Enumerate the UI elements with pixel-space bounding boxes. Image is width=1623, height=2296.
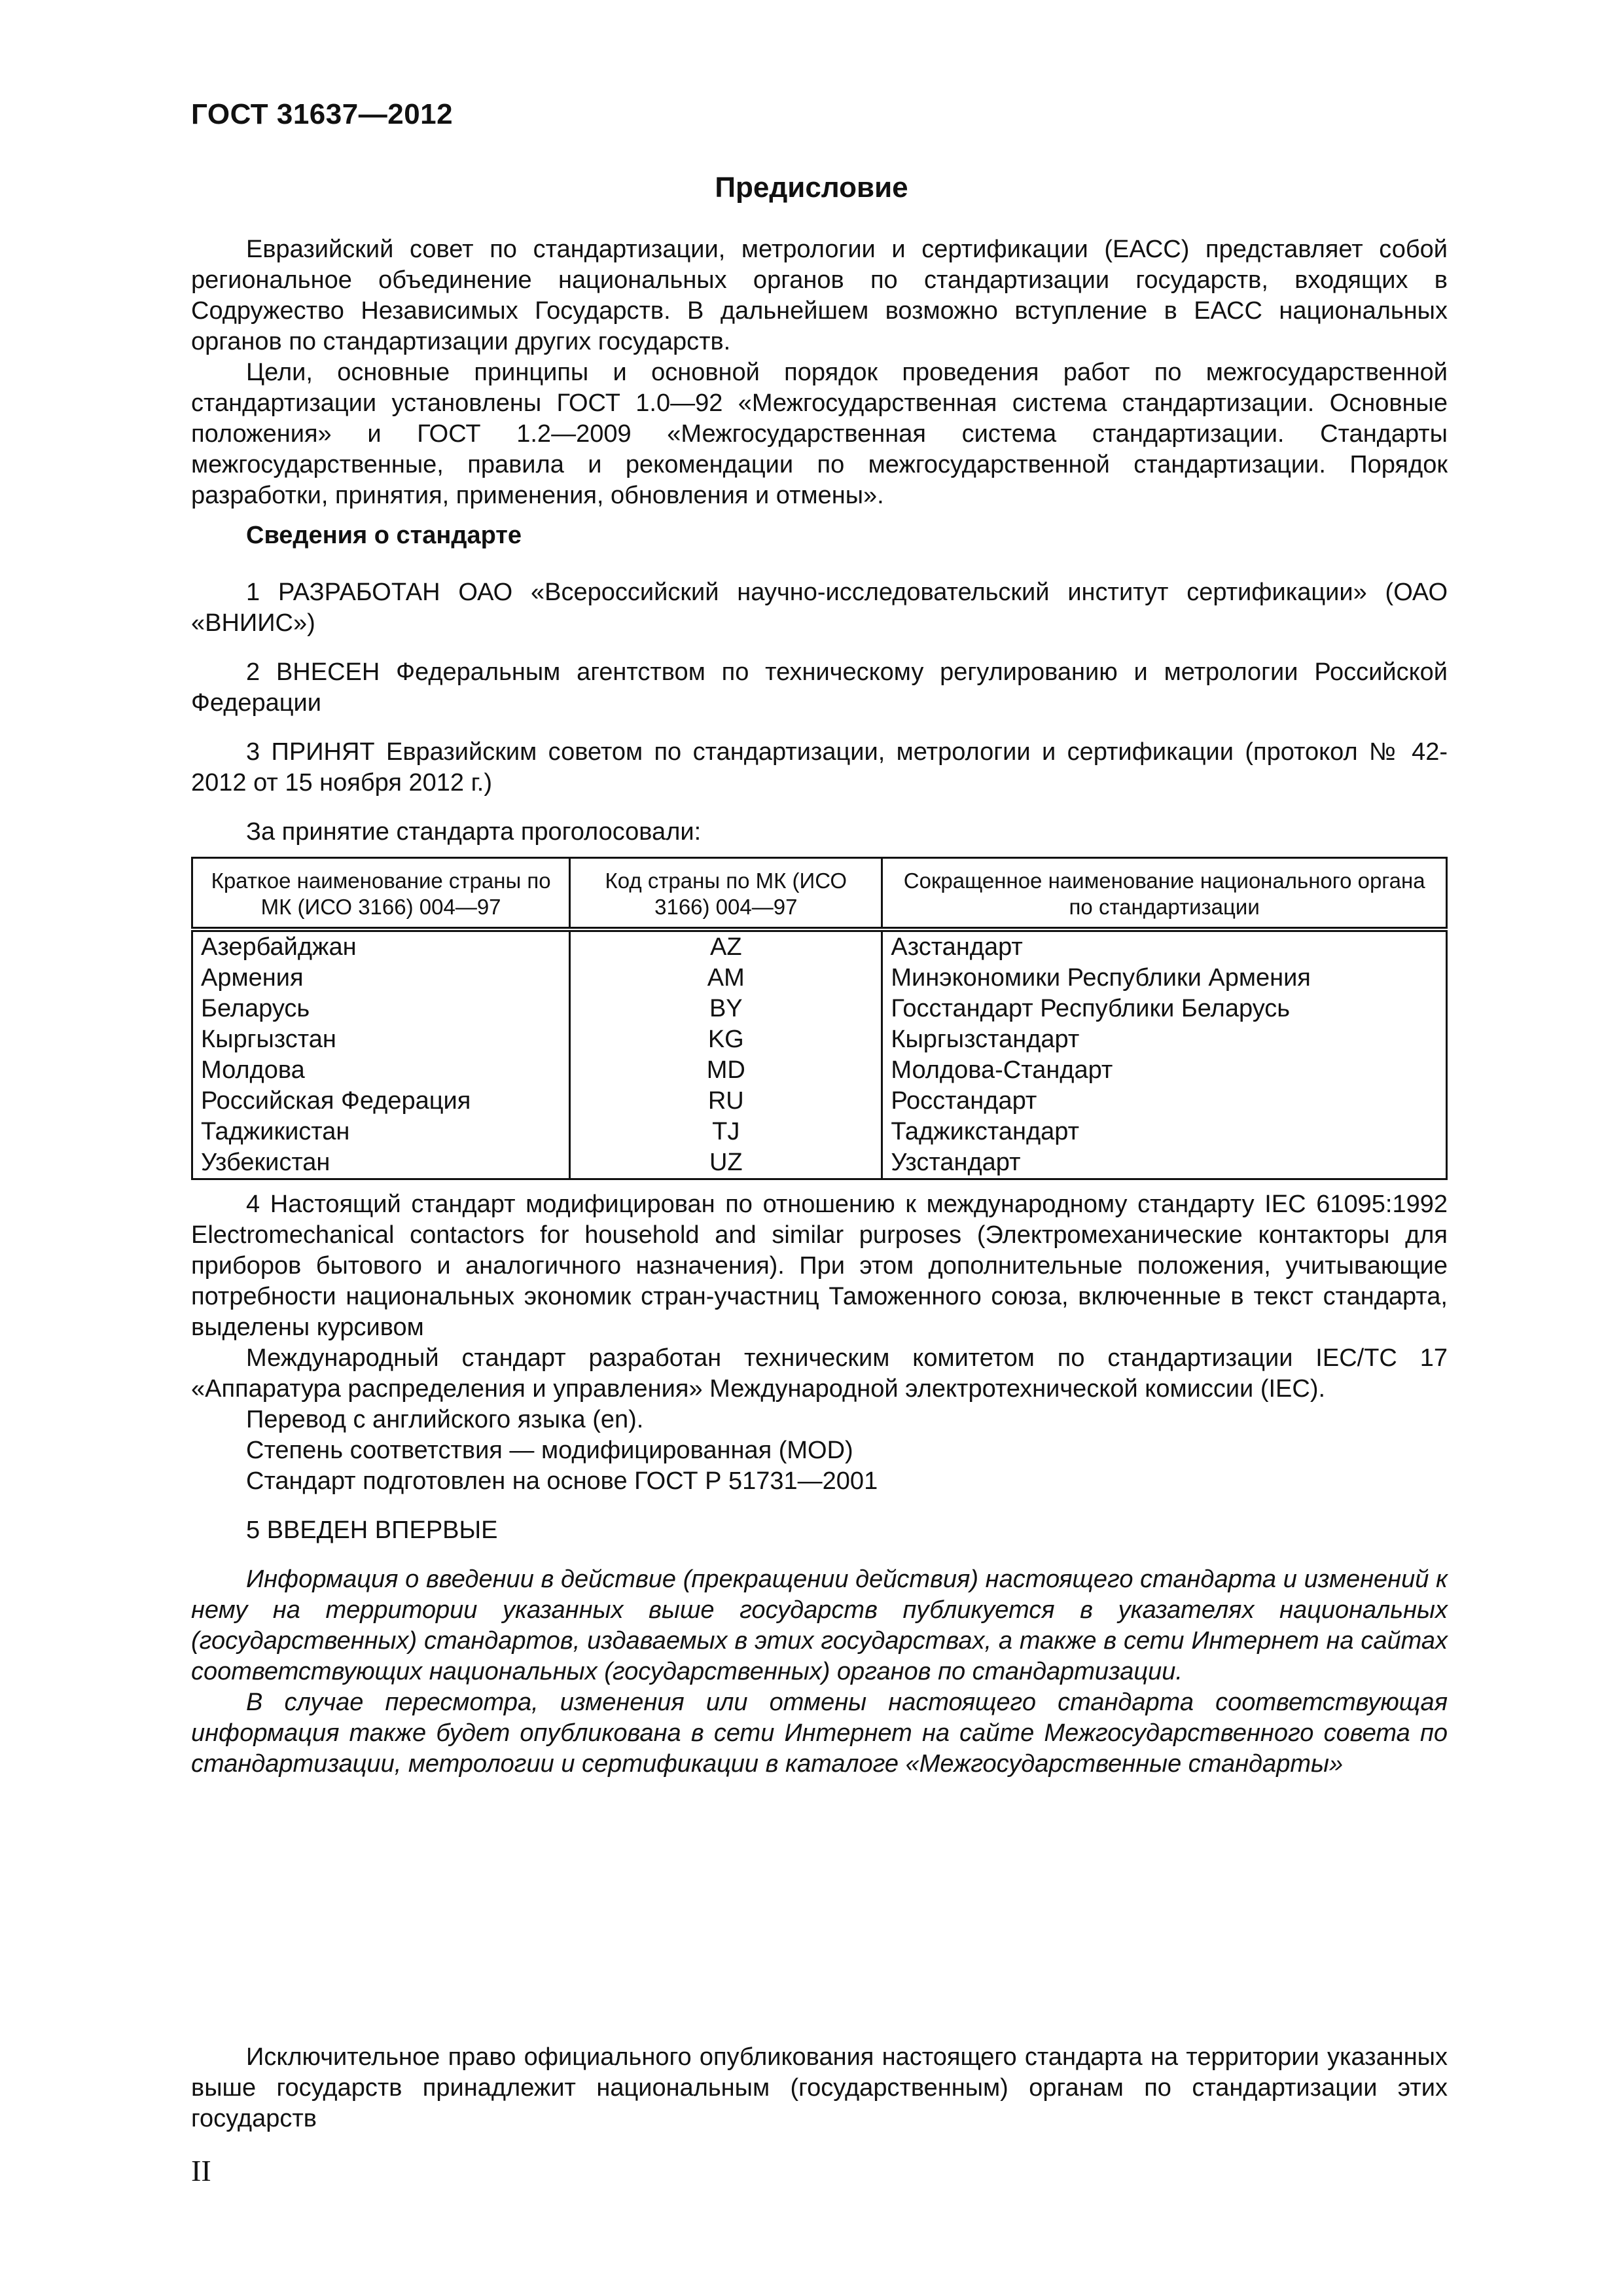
table-row — [192, 929, 1447, 963]
table-row — [192, 1117, 1447, 1147]
italic-note-2: В случае пересмотра, изменения или отмены настоящего стандарта соответствующая информация также будет опубликована в сети Интернет на сайте Межгосударственного совета по стандартизации, метрологии и сертификации в каталоге «Межгосударственные стандарты» — [191, 1689, 1448, 1778]
country-name: Армения — [192, 963, 570, 994]
voted-label: За принятие стандарта проголосовали: — [246, 818, 702, 846]
country-code: KG — [570, 1024, 882, 1055]
country-code: MD — [570, 1055, 882, 1086]
country-code: BY — [570, 994, 882, 1024]
item-translation: Перевод с английского языка (en). — [246, 1406, 644, 1433]
item-based-on: Стандарт подготовлен на основе ГОСТ Р 51731—2001 — [246, 1467, 878, 1495]
table-header-row — [192, 858, 1447, 930]
table-row — [192, 1147, 1447, 1179]
copyright-note — [191, 2042, 1448, 2134]
table-row — [192, 963, 1447, 994]
country-name: Узбекистан — [192, 1147, 570, 1179]
standards-body: Таджикстандарт — [882, 1117, 1447, 1147]
country-name: Молдова — [192, 1055, 570, 1086]
item-first-introduced: 5 ВВЕДЕН ВПЕРВЫЕ — [246, 1516, 498, 1544]
page-number: II — [191, 2154, 211, 2187]
column-header-country-code: Код страны по МК (ИСО 3166) 004—97 — [570, 858, 882, 930]
intro-paragraph-2: Цели, основные принципы и основной порядок проведения работ по межгосударственной стандартизации установлены ГОСТ 1.0—92 «Межгосударственная система стандартизации. Основные положения» и ГОСТ 1.2—2009 «Межгосударственная система стандартизации. Стандарты межгосударственные, правила и рекомендации по межгосударственной стандартизации. Порядок разработки, принятия, применения, обновления и отмены». — [191, 359, 1448, 509]
country-name: Российская Федерация — [192, 1086, 570, 1117]
country-code: AZ — [570, 929, 882, 963]
standards-body: Азстандарт — [882, 929, 1447, 963]
page-title: Предисловие — [715, 171, 908, 204]
country-code: RU — [570, 1086, 882, 1117]
country-code: TJ — [570, 1117, 882, 1147]
column-header-country-name: Краткое наименование страны по МК (ИСО 3166) 004—97 — [192, 858, 570, 930]
country-name: Кыргызстан — [192, 1024, 570, 1055]
table-row — [192, 1024, 1447, 1055]
country-name: Азербайджан — [192, 929, 570, 963]
standards-body: Росстандарт — [882, 1086, 1447, 1117]
column-header-standards-body: Сокращенное наименование национального органа по стандартизации — [882, 858, 1447, 930]
table-row — [192, 1086, 1447, 1117]
document-code: ГОСТ 31637—2012 — [191, 98, 454, 130]
info-heading: Сведения о стандарте — [246, 522, 522, 549]
item-modification: 4 Настоящий стандарт модифицирован по отношению к международному стандарту IEC 61095:1992 Electromechanical contactors for household and similar purposes (Электромеханические контакторы для приборов бытового и аналогичного назначения). При этом дополнительные положения, учитывающие потребности национальных экономик стран-участниц Таможенного союза, включенные в текст стандарта, выделены курсивом — [191, 1191, 1448, 1341]
copyright-note-text: Исключительное право официального опубликования настоящего стандарта на территории указанных выше государств принадлежит национальным (государственным) органам по стандартизации этих государств — [191, 2043, 1448, 2132]
table-row — [192, 994, 1447, 1024]
italic-note-1: Информация о введении в действие (прекращении действия) настоящего стандарта и изменений к нему на территории указанных выше государств публикуется в указателях национальных (государственных) стандартов, издаваемых в этих государствах, а также в сети Интернет на сайтах соответствующих национальных (государственных) органов по стандартизации. — [191, 1566, 1448, 1685]
country-code: UZ — [570, 1147, 882, 1179]
standards-body: Узстандарт — [882, 1147, 1447, 1179]
intro-paragraph-1: Евразийский совет по стандартизации, метрологии и сертификации (ЕАСС) представляет собой региональное объединение национальных органов по стандартизации государств, входящих в Содружество Независимых Государств. В дальнейшем возможно вступление в ЕАСС национальных органов по стандартизации других государств. — [191, 236, 1448, 355]
item-adopted: 3 ПРИНЯТ Евразийским советом по стандартизации, метрологии и сертификации (протокол № 42-2012 от 15 ноября 2012 г.) — [191, 738, 1448, 797]
item-committee: Международный стандарт разработан техническим комитетом по стандартизации IEC/TC 17 «Аппаратура распределения и управления» Международной электротехнической комиссии (IEC). — [191, 1344, 1448, 1403]
voting-countries-table — [191, 857, 1448, 1180]
item-developed: 1 РАЗРАБОТАН ОАО «Всероссийский научно-исследовательский институт сертификации» (ОАО «ВНИИС») — [191, 579, 1448, 637]
item-introduced-by: 2 ВНЕСЕН Федеральным агентством по техническому регулированию и метрологии Российской Федерации — [191, 658, 1448, 717]
country-name: Таджикистан — [192, 1117, 570, 1147]
standards-body: Молдова-Стандарт — [882, 1055, 1447, 1086]
standards-body: Минэкономики Республики Армения — [882, 963, 1447, 994]
main-content — [191, 234, 1448, 1780]
country-code: AM — [570, 963, 882, 994]
standards-body: Кыргызстандарт — [882, 1024, 1447, 1055]
item-conformity: Степень соответствия — модифицированная (MOD) — [246, 1437, 853, 1464]
standards-body: Госстандарт Республики Беларусь — [882, 994, 1447, 1024]
table-row — [192, 1055, 1447, 1086]
country-name: Беларусь — [192, 994, 570, 1024]
